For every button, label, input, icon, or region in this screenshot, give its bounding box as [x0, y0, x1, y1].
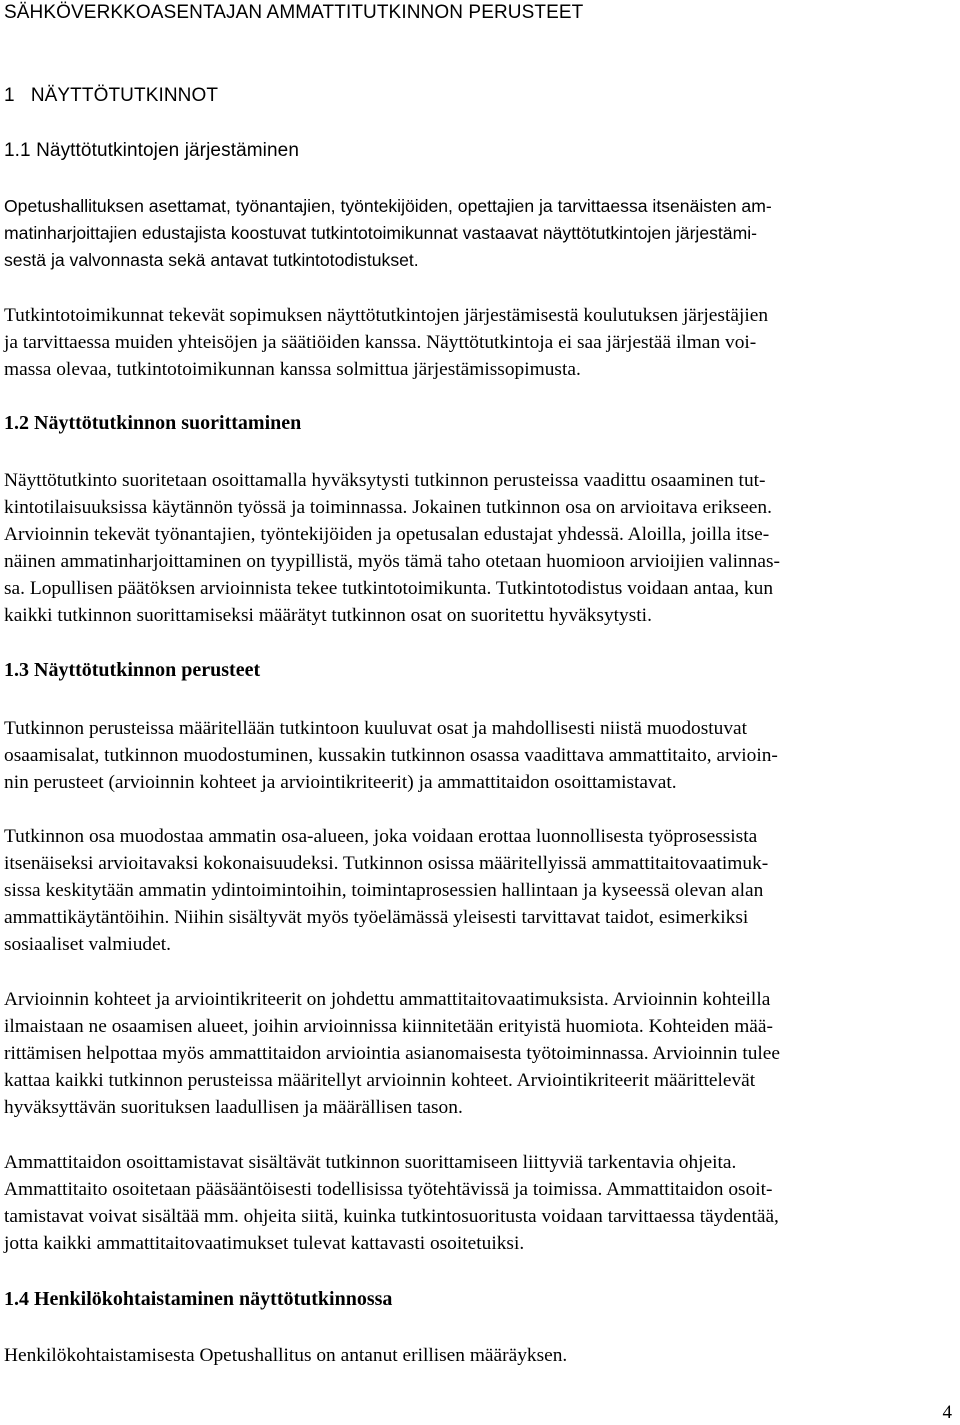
- paragraph-line: Ammattitaito osoitetaan pääsääntöisesti todellisissa työtehtävissä ja toimissa. Ammattitaidon osoit-: [4, 1179, 773, 1200]
- paragraph-line: ammattikäytäntöihin. Niihin sisältyvät myös työelämässä yleisesti tarvittavat taidot, esimerkiksi: [4, 907, 749, 928]
- paragraph-line: sa. Lopullisen päätöksen arvioinnista tekee tutkintotoimikunta. Tutkintotodistus voidaan antaa, kun: [4, 578, 774, 599]
- paragraph-line: tamistavat voivat sisältää mm. ohjeita siitä, kuinka tutkintosuoritusta voidaan tarvittaessa täydentää,: [4, 1206, 779, 1227]
- page-number: 4: [942, 1402, 952, 1423]
- paragraph-line: matinharjoittajien edustajista koostuvat tutkintotoimikunnat vastaavat näyttötutkintojen järjestämi-: [4, 223, 758, 243]
- section-heading-1-4: 1.4 Henkilökohtaistaminen näyttötutkinnossa: [4, 1288, 393, 1310]
- paragraph-line: Arvioinnin tekevät työnantajien, työntekijöiden ja opetusalan edustajat yhdessä. Aloilla, joilla itse-: [4, 524, 770, 545]
- paragraph-line: rittämisen helpottaa myös ammattitaidon arviointia asianomaisesta työtoiminnassa. Arvioinnin tulee: [4, 1043, 781, 1064]
- paragraph-line: ilmaistaan ne osaamisen alueet, joihin arvioinnissa kiinnitetään erityistä huomiota. Kohteiden mää-: [4, 1016, 773, 1037]
- paragraph-line: sestä ja valvonnasta sekä antavat tutkintotodistukset.: [4, 250, 419, 270]
- document-title: SÄHKÖVERKKOASENTAJAN AMMATTITUTKINNON PERUSTEET: [4, 2, 584, 23]
- paragraph-line: kaikki tutkinnon suorittamiseksi määrätyt tutkinnon osat on suoritettu hyväksytysti.: [4, 605, 652, 626]
- paragraph-line: kintotilaisuuksissa käytännön työssä ja toiminnassa. Jokainen tutkinnon osa on arvioitava erikseen.: [4, 497, 772, 518]
- paragraph-line: massa olevaa, tutkintotoimikunnan kanssa solmittua järjestämissopimusta.: [4, 359, 581, 380]
- paragraph-line: Tutkintotoimikunnat tekevät sopimuksen näyttötutkintojen järjestämisestä koulutuksen järjestäjien: [4, 305, 769, 326]
- paragraph-line: Henkilökohtaistamisesta Opetushallitus on antanut erillisen määräyksen.: [4, 1345, 568, 1366]
- paragraph-line: nin perusteet (arvioinnin kohteet ja arviointikriteerit) ja ammattitaidon osoittamistavat.: [4, 772, 677, 793]
- paragraph-line: sosiaaliset valmiudet.: [4, 934, 171, 955]
- paragraph-line: itsenäiseksi arvioitavaksi kokonaisuudeksi. Tutkinnon osissa määritellyissä ammattitaitovaatimuk-: [4, 853, 769, 874]
- paragraph-line: jotta kaikki ammattitaitovaatimukset tulevat kattavasti osoitetuiksi.: [4, 1233, 525, 1254]
- paragraph-line: hyväksyttävän suorituksen laadullisen ja määrällisen tason.: [4, 1097, 463, 1118]
- paragraph-line: ja tarvittaessa muiden yhteisöjen ja säätiöiden kanssa. Näyttötutkintoja ei saa järjestää ilman voi-: [4, 332, 757, 353]
- chapter-number: 1: [4, 85, 15, 106]
- paragraph-line: Opetushallituksen asettamat, työnantajien, työntekijöiden, opettajien ja tarvittaessa itsenäisten am-: [4, 196, 772, 216]
- section-heading-1-2: 1.2 Näyttötutkinnon suorittaminen: [4, 412, 302, 434]
- chapter-heading: [4, 85, 218, 107]
- chapter-title: NÄYTTÖTUTKINNOT: [30, 85, 219, 106]
- section-heading-1-1: 1.1 Näyttötutkintojen järjestäminen: [4, 140, 299, 161]
- section-heading-1-3: 1.3 Näyttötutkinnon perusteet: [4, 659, 261, 681]
- paragraph-line: näinen ammatinharjoittaminen on tyypillistä, myös tämä taho otetaan huomioon arvioijien valinnas-: [4, 551, 780, 572]
- paragraph-line: Näyttötutkinto suoritetaan osoittamalla hyväksytysti tutkinnon perusteissa vaadittu osaaminen tut-: [4, 470, 766, 491]
- paragraph-line: Ammattitaidon osoittamistavat sisältävät tutkinnon suorittamiseen liittyviä tarkentavia ohjeita.: [4, 1152, 737, 1173]
- paragraph-line: Tutkinnon perusteissa määritellään tutkintoon kuuluvat osat ja mahdollisesti niistä muodostuvat: [4, 718, 748, 739]
- paragraph-line: kattaa kaikki tutkinnon perusteissa määritellyt arvioinnin kohteet. Arviointikriteerit määrittelevät: [4, 1070, 756, 1091]
- paragraph-line: osaamisalat, tutkinnon muodostuminen, kussakin tutkinnon osassa vaadittava ammattitaito, arvioin-: [4, 745, 778, 766]
- paragraph-line: Arvioinnin kohteet ja arviointikriteerit on johdettu ammattitaitovaatimuksista. Arvioinnin kohteilla: [4, 989, 771, 1010]
- paragraph-line: Tutkinnon osa muodostaa ammatin osa-alueen, joka voidaan erottaa luonnollisesta työprosessista: [4, 826, 758, 847]
- paragraph-line: sissa keskitytään ammatin ydintoimintoihin, toimintaprosessien hallintaan ja kyseessä olevan alan: [4, 880, 764, 901]
